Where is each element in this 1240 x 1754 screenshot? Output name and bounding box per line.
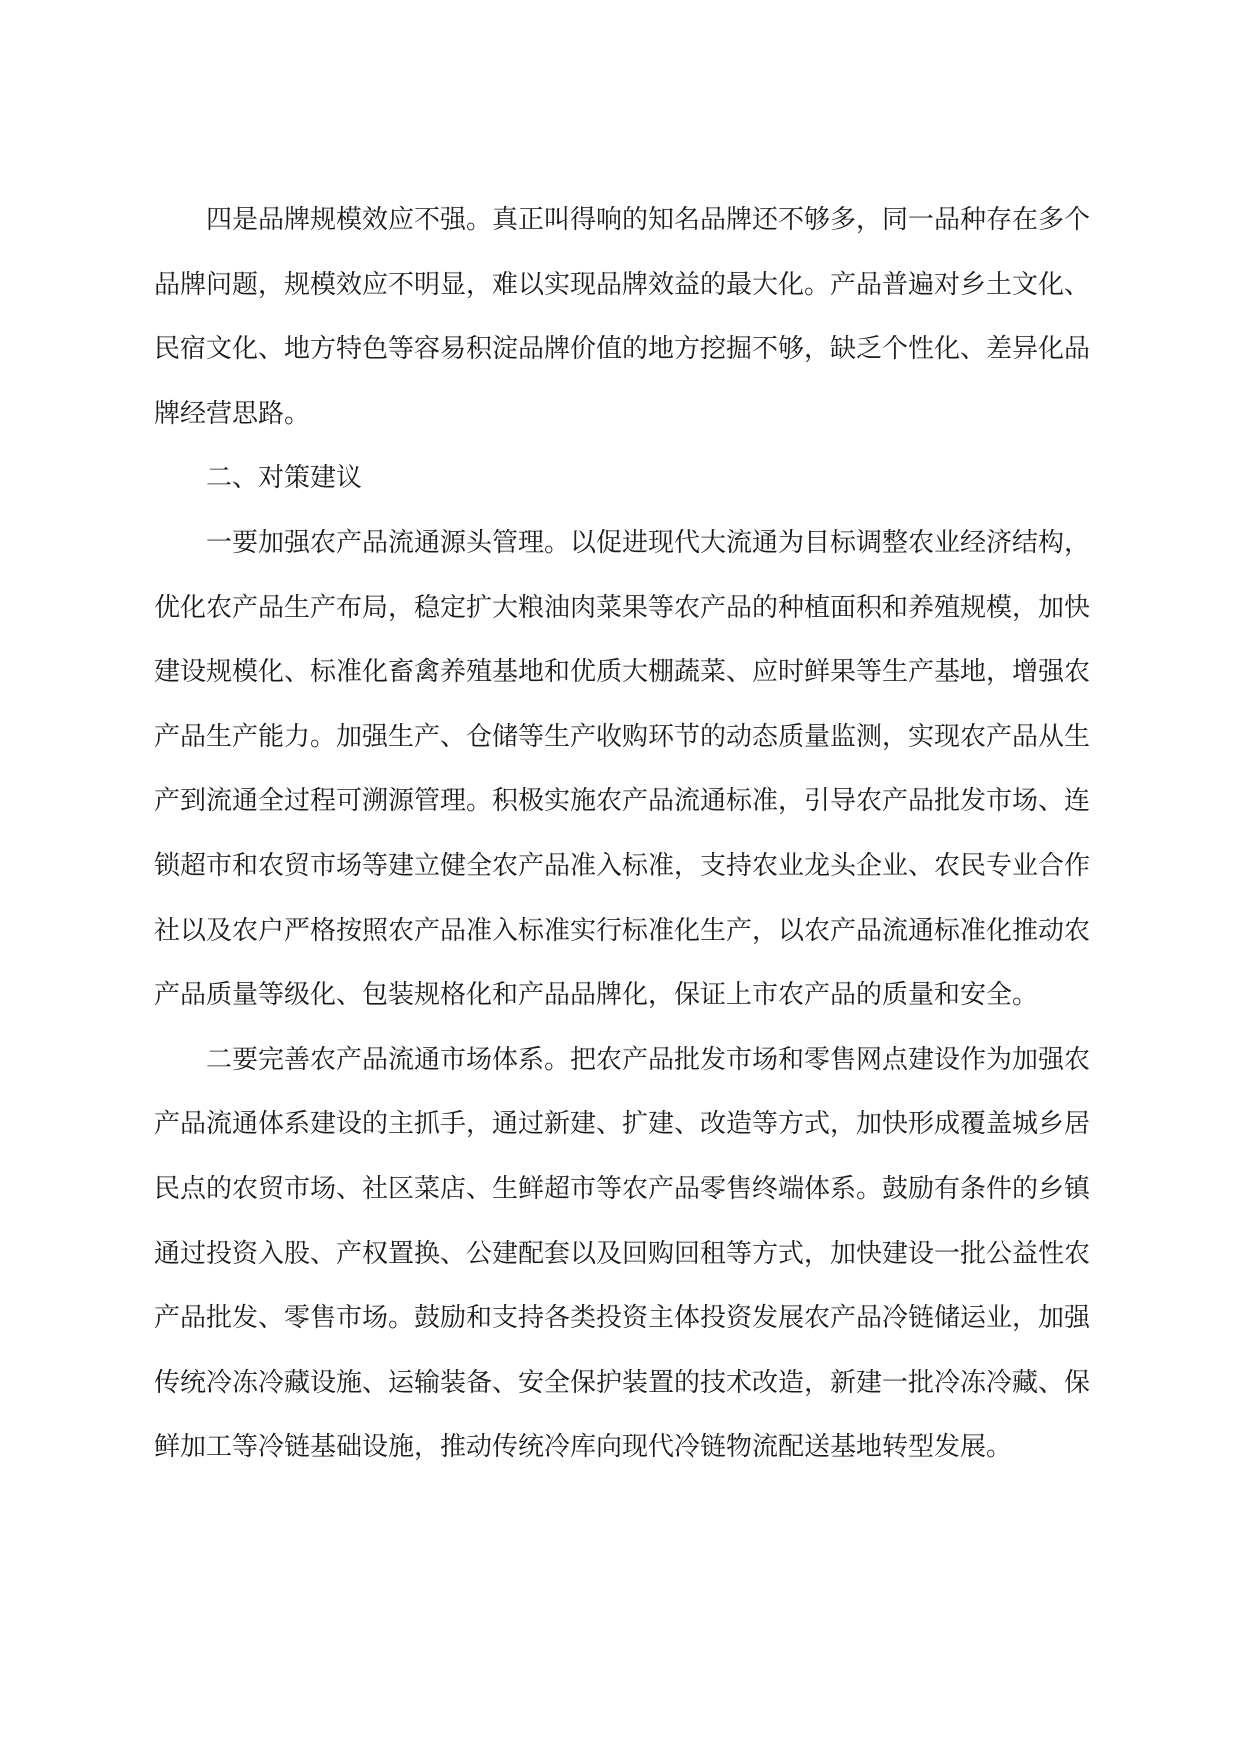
text-line: 锁超市和农贸市场等建立健全农产品准入标准，支持农业龙头企业、农民专业合作 bbox=[154, 850, 1091, 881]
text-line: 产品流通体系建设的主抓手，通过新建、扩建、改造等方式，加快形成覆盖城乡居 bbox=[154, 1109, 1091, 1140]
text-line: 产品质量等级化、包装规格化和产品品牌化，保证上市农产品的质量和安全。 bbox=[154, 980, 1039, 1011]
text-line: 品牌问题，规模效应不明显，难以实现品牌效益的最大化。产品普遍对乡土文化、 bbox=[154, 269, 1091, 300]
paragraph-source-management bbox=[154, 511, 1091, 1028]
paragraph-market-system bbox=[154, 1028, 1091, 1480]
document-body bbox=[154, 188, 1091, 1480]
text-line: 产品批发、零售市场。鼓励和支持各类投资主体投资发展农产品冷链储运业，加强 bbox=[154, 1303, 1091, 1334]
text-line: 民宿文化、地方特色等容易积淀品牌价值的地方挖掘不够，缺乏个性化、差异化品 bbox=[154, 334, 1091, 365]
text-line: 一要加强农产品流通源头管理。以促进现代大流通为目标调整农业经济结构， bbox=[206, 527, 1091, 558]
text-line: 社以及农户严格按照农产品准入标准实行标准化生产，以农产品流通标准化推动农 bbox=[154, 915, 1091, 946]
text-line: 二要完善农产品流通市场体系。把农产品批发市场和零售网点建设作为加强农 bbox=[206, 1044, 1091, 1075]
text-line: 通过投资入股、产权置换、公建配套以及回购回租等方式，加快建设一批公益性农 bbox=[154, 1238, 1091, 1269]
text-line: 传统冷冻冷藏设施、运输装备、安全保护装置的技术改造，新建一批冷冻冷藏、保 bbox=[154, 1367, 1091, 1398]
text-line: 四是品牌规模效应不强。真正叫得响的知名品牌还不够多，同一品种存在多个 bbox=[206, 205, 1091, 235]
paragraph-brand-scale bbox=[154, 188, 1091, 446]
text-line: 产到流通全过程可溯源管理。积极实施农产品流通标准，引导农产品批发市场、连 bbox=[154, 786, 1091, 817]
text-line: 优化农产品生产布局，稳定扩大粮油肉菜果等农产品的种植面积和养殖规模，加快 bbox=[154, 592, 1091, 623]
text-line: 牌经营思路。 bbox=[154, 398, 311, 429]
text-line: 产品生产能力。加强生产、仓储等生产收购环节的动态质量监测，实现农产品从生 bbox=[154, 721, 1091, 752]
text-line: 鲜加工等冷链基础设施，推动传统冷库向现代冷链物流配送基地转型发展。 bbox=[154, 1432, 1013, 1463]
section-heading-text: 二、对策建议 bbox=[206, 463, 363, 494]
section-heading bbox=[154, 446, 1060, 511]
text-line: 建设规模化、标准化畜禽养殖基地和优质大棚蔬菜、应时鲜果等生产基地，增强农 bbox=[154, 657, 1091, 688]
text-line: 民点的农贸市场、社区菜店、生鲜超市等农产品零售终端体系。鼓励有条件的乡镇 bbox=[154, 1173, 1091, 1204]
